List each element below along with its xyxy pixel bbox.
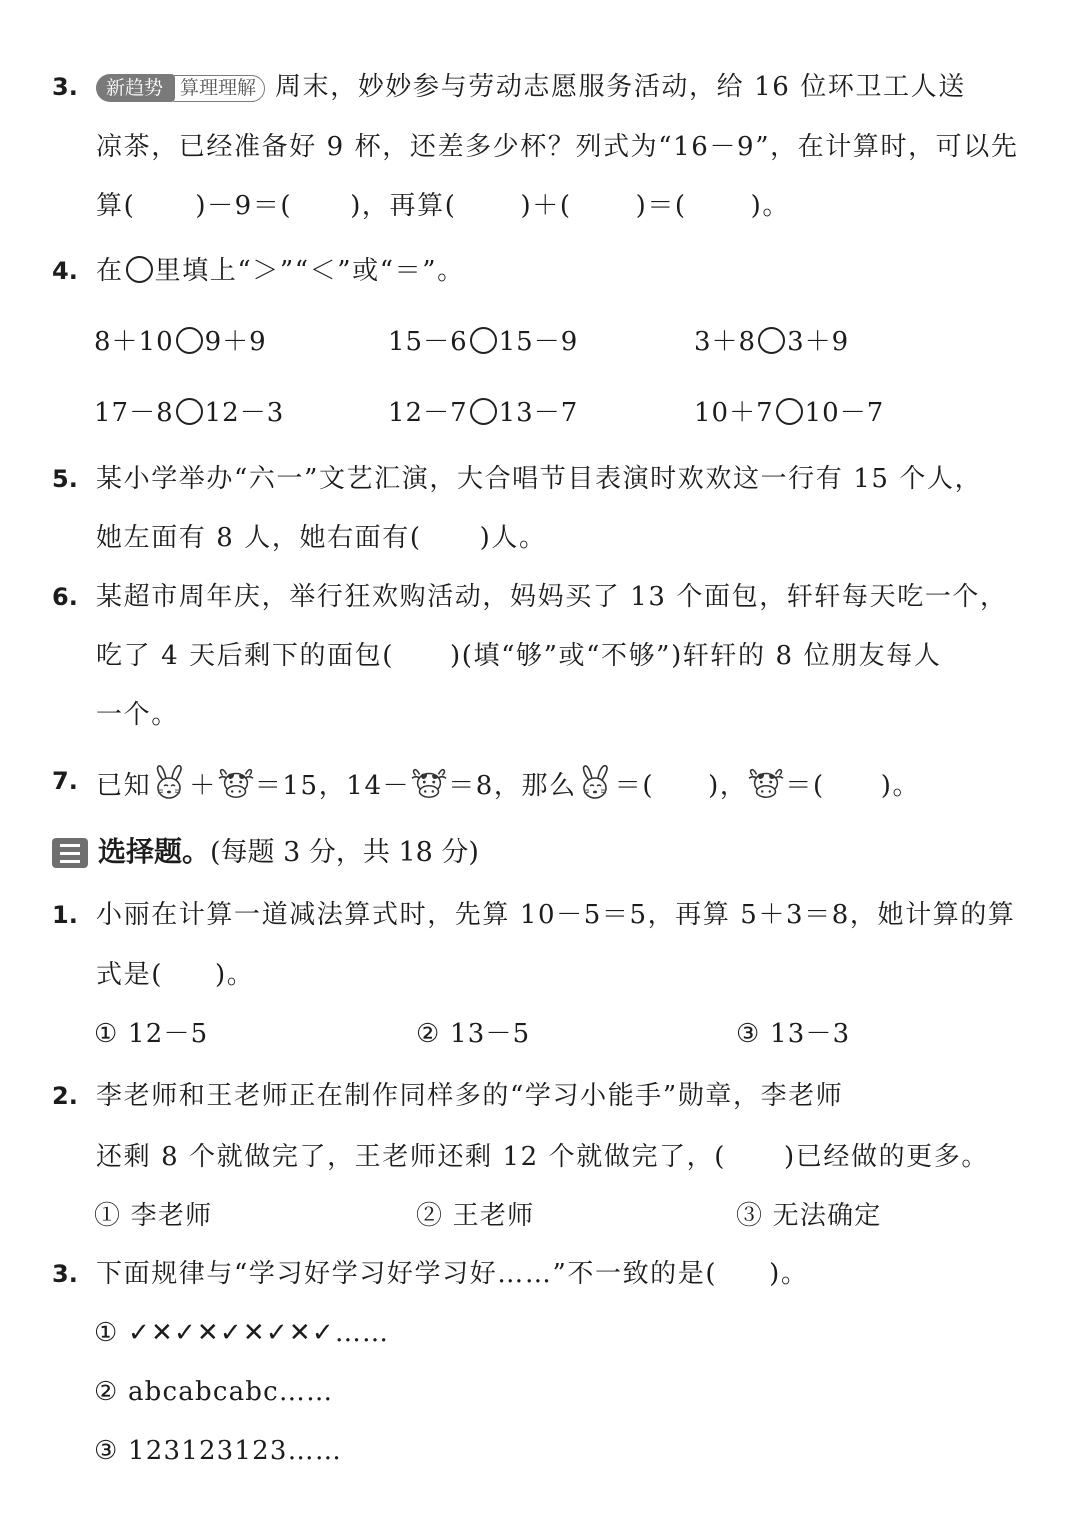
question-text: 小丽在计算一道减法算式时，先算 10－5＝5，再算 5＋3＝8，她计算的算	[96, 900, 1016, 930]
question-text: 凉茶，已经准备好 9 杯，还差多少杯？列式为“16－9”，在计算时，可以先	[96, 132, 1019, 162]
rabbit-icon	[151, 764, 189, 800]
section-three-icon	[52, 838, 88, 868]
question-text: 某小学举办“六一”文艺汇演，大合唱节目表演时欢欢这一行有 15 个人，	[96, 464, 983, 494]
option-2[interactable]: ② 13－5	[416, 1019, 531, 1049]
compare-circle[interactable]	[758, 327, 785, 354]
compare-circle[interactable]	[470, 327, 497, 354]
rabbit-icon	[577, 764, 615, 800]
question-text: 在 里填上“＞”“＜”或“＝”。	[96, 256, 465, 286]
question-text: 算( )－9＝( )，再算( )＋( )＝( )。	[96, 191, 791, 221]
question-text: 还剩 8 个就做完了，王老师还剩 12 个就做完了，( )已经做的更多。	[96, 1142, 989, 1172]
topic-badge: 算理理解	[171, 75, 265, 102]
question-number: 1.	[52, 901, 78, 929]
question-line	[96, 70, 966, 104]
question-text: 周末，妙妙参与劳动志愿服务活动，给 16 位环卫工人送	[275, 72, 966, 102]
option-3[interactable]: ③ 13－3	[736, 1019, 851, 1049]
question-text: 吃了 4 天后剩下的面包( )(填“够”或“不够”)轩轩的 8 位朋友每人	[96, 641, 942, 671]
comparison-item: 8＋10 9＋9	[94, 327, 267, 357]
option-1[interactable]: ① ✓✕✓✕✓✕✓✕✓……	[94, 1318, 390, 1348]
question-number: 4.	[52, 257, 78, 285]
comparison-item: 12－7 13－7	[388, 398, 579, 428]
option-1[interactable]: ① 李老师	[94, 1201, 213, 1231]
question-number: 3.	[52, 1260, 78, 1288]
question-number: 6.	[52, 583, 78, 611]
option-2[interactable]: ② 王老师	[416, 1201, 535, 1231]
question-text: 她左面有 8 人，她右面有( )人。	[96, 523, 547, 553]
question-number: 3.	[52, 73, 78, 101]
question-number: 7.	[52, 767, 78, 795]
option-3[interactable]: ③ 123123123……	[94, 1436, 343, 1466]
comparison-item: 15－6 15－9	[388, 327, 579, 357]
compare-circle[interactable]	[176, 327, 203, 354]
question-text: 某超市周年庆，举行狂欢购活动，妈妈买了 13 个面包，轩轩每天吃一个，	[96, 582, 1008, 612]
trend-badge: 新趋势	[96, 74, 175, 102]
question-number: 5.	[52, 465, 78, 493]
section-note: (每题 3 分，共 18 分)	[210, 837, 479, 868]
section-title: 选择题。(每题 3 分，共 18 分)	[98, 835, 479, 868]
cow-icon	[410, 764, 448, 800]
cow-icon	[747, 764, 785, 800]
option-1[interactable]: ① 12－5	[94, 1019, 209, 1049]
circle-icon	[126, 256, 153, 283]
option-2[interactable]: ② abcabcabc……	[94, 1377, 334, 1407]
question-text: 李老师和王老师正在制作同样多的“学习小能手”勋章，李老师	[96, 1081, 844, 1111]
compare-circle[interactable]	[470, 398, 497, 425]
compare-circle[interactable]	[776, 398, 803, 425]
comparison-item: 3＋8 3＋9	[694, 327, 850, 357]
option-3[interactable]: ③ 无法确定	[736, 1201, 882, 1231]
compare-circle[interactable]	[176, 398, 203, 425]
question-text: 下面规律与“学习好学习好学习好……”不一致的是( )。	[96, 1259, 809, 1289]
cow-icon	[217, 764, 255, 800]
question-text: 已知 ＋ ＝15，14－ ＝8，那么 ＝( )， ＝( )。	[96, 764, 920, 803]
question-text: 一个。	[96, 700, 179, 730]
comparison-item: 17－8 12－3	[94, 398, 285, 428]
question-text: 式是( )。	[96, 960, 255, 990]
comparison-item: 10＋7 10－7	[694, 398, 885, 428]
question-number: 2.	[52, 1082, 78, 1110]
